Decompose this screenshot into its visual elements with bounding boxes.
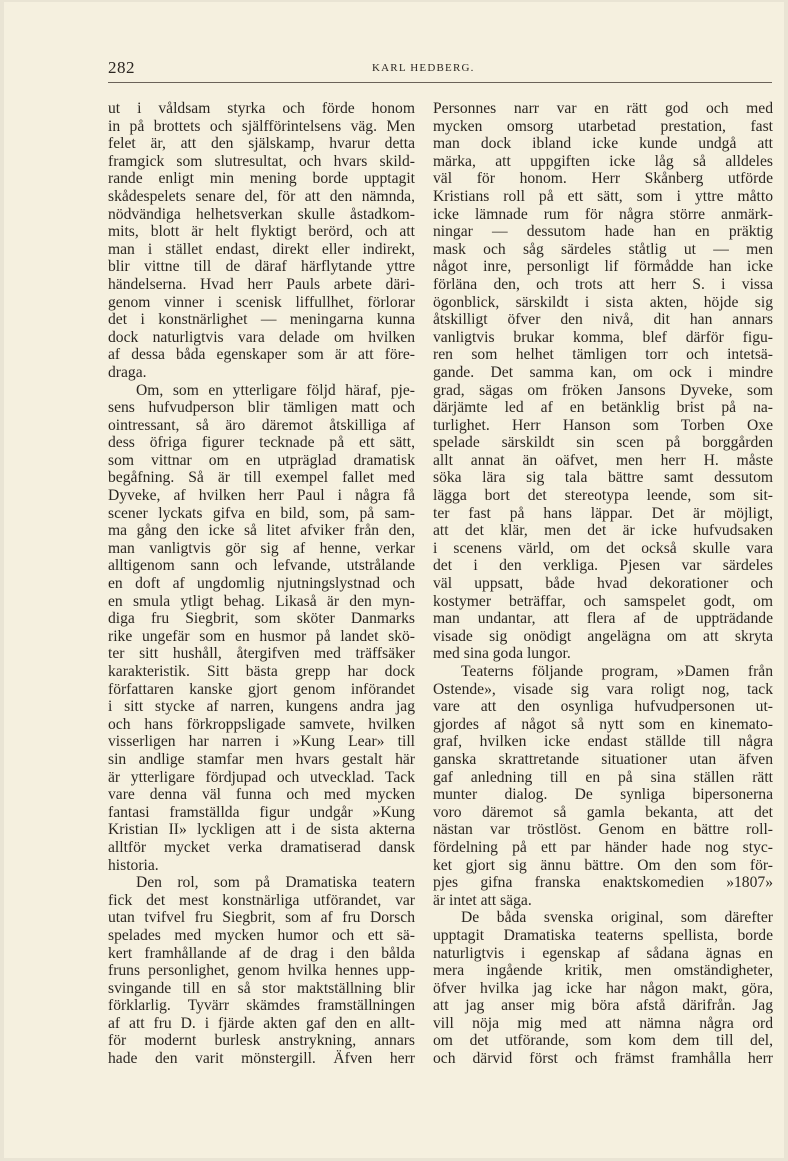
text-line: i scenens värld, om det också skulle vara [433, 539, 773, 557]
text-line: blir vittne till de däraf härflytande yttre [108, 258, 415, 276]
text-line: vill nöja mig med att nämna några ord [433, 1014, 773, 1032]
text-line: att jag anser mig böra afstå därifrån. Jag [433, 997, 773, 1015]
text-line: dess öfriga figurer tecknade på ett sätt, [108, 434, 415, 452]
text-line: ter fast på hans läppar. Det är möjligt, [433, 504, 773, 522]
text-line: karakteristik. Sitt bästa grepp har dock [108, 663, 415, 680]
text-line: rande enligt min mening borde upptagit [108, 170, 415, 188]
text-line: mycken omsorg utarbetad prestation, fast [433, 117, 773, 135]
text-line: Den rol, som på Dramatiska teatern [136, 874, 415, 892]
text-line: ganska skrattretande situationer utan äfven [433, 750, 773, 768]
text-line: hade den varit mönstergill. Äfven herr [108, 1050, 415, 1068]
text-line: väl för honom. Herr Skånberg utförde [433, 170, 773, 188]
text-line: genom vinner i scenisk liffullhet, förlorar [108, 293, 415, 311]
text-line: diga fru Siegbrit, som sköter Danmarks [108, 610, 415, 628]
text-line: det i konstnärlighet — meningarna kunna [108, 311, 415, 329]
text-line: mits, blott är helt flyktigt berörd, och att [108, 223, 415, 241]
text-line: förläna den, och trots att herr S. i vissa [433, 275, 773, 293]
text-line: skådespelets senare del, för att den nämnda, [108, 187, 415, 205]
text-line: för modernt burlesk anstrykning, annars [108, 1032, 415, 1050]
text-line: munter dialog. De synliga bipersonerna [433, 786, 773, 804]
text-line: upptagit Dramatiska teaterns spellista, borde [433, 926, 773, 944]
text-line: vare denna väl funna och med mycken [108, 786, 415, 804]
text-line: kert framhållande af de drag i den bålda [108, 944, 415, 962]
text-line: mera ingående kritik, men omständigheter, [433, 962, 773, 980]
text-line: är ytterligare fördjupad och utvecklad. Tack [108, 768, 415, 786]
text-line: Personnes narr var en rätt god och med [433, 100, 773, 117]
text-line: scener lyckats gifva en bild, som, på sam- [108, 504, 415, 522]
text-line: visserligen har narren i »Kung Lear» till [108, 733, 415, 751]
right-text-column [433, 100, 773, 1068]
text-line: ningar — dessutom hade han en präktig [433, 223, 773, 241]
text-line: utan tvifvel fru Siegbrit, som af fru Dorsch [108, 909, 415, 927]
text-line: framgick som slutresultat, och hvars skild- [108, 152, 415, 170]
text-line: Ostende», visade sig vara roligt nog, tack [433, 680, 773, 698]
text-line: svingande till en så stor maktställning blir [108, 979, 415, 997]
text-line: ket gjort sig ännu bättre. Om den som för- [433, 856, 773, 874]
text-line: turlighet. Herr Hanson som Torben Oxe [433, 416, 773, 434]
left-text-column [108, 100, 415, 1068]
text-line: spelades med mycken humor och ett sä- [108, 926, 415, 944]
text-line: voro däremot så gamla bekanta, att det [433, 803, 773, 821]
text-line: fantasi framställda figur undgår »Kung [108, 803, 415, 821]
text-line: nästan var tröstlöst. Genom en bättre roll- [433, 821, 773, 839]
text-line: åtskilligt öfver den nivå, dit han annars [433, 311, 773, 329]
text-line: något inre, personligt lif förmådde han icke [433, 258, 773, 276]
text-line: fick det mest konstnärliga utförandet, var [108, 891, 415, 909]
text-line: allt annat än oäfvet, men herr H. måste [433, 451, 773, 469]
text-line: som vittnar om en utpräglad dramatisk [108, 451, 415, 469]
text-line: Kristians roll på ett sätt, som i yttre måtto [433, 187, 773, 205]
text-line: och därvid först och främst framhålla herr [433, 1050, 773, 1068]
text-line: man vanligtvis gör sig af henne, verkar [108, 539, 415, 557]
text-line: nödvändiga helhetsverkan skulle åstadkom- [108, 205, 415, 223]
text-line: alltför mycket verka dramatiserad dansk [108, 838, 415, 856]
text-line: grad, sägas om fröken Jansons Dyveke, som [433, 381, 773, 399]
text-line: icke lämnade rum för några större anmärk- [433, 205, 773, 223]
text-line: och hans förkroppsligade samvete, hvilken [108, 715, 415, 733]
text-line: Dyveke, af hvilken herr Paul i några få [108, 487, 415, 505]
text-line: dock naturligtvis vara delade om hvilken [108, 328, 415, 346]
text-line: man undantar, att flera af de uppträdande [433, 610, 773, 628]
text-line: med sina goda lungor. [433, 645, 571, 663]
text-line: historia. [108, 856, 159, 874]
text-line: en doft af ungdomlig njutningslystnad och [108, 575, 415, 593]
text-line: felet är, att den själskamp, hvarur detta [108, 135, 415, 153]
text-line: gande. Det samma kan, om ock i mindre [433, 363, 773, 381]
text-line: sin andlige stamfar men hvars gestalt här [108, 750, 415, 768]
page-number: 282 [108, 58, 135, 77]
text-line: Teaterns följande program, »Damen från [461, 663, 773, 680]
text-line: af att fru D. i fjärde akten gaf den en allt- [108, 1014, 415, 1032]
text-line: graf, hvilken icke endast ställde till några [433, 733, 773, 751]
text-line: det i den verkliga. Pjesen var särdeles [433, 557, 773, 575]
header-rule [108, 82, 772, 83]
text-line: ut i våldsam styrka och förde honom [108, 100, 415, 117]
text-line: naturligtvis i egenskap af sådana ägnas en [433, 944, 773, 962]
text-line: af dessa båda egenskaper som är att före- [108, 346, 415, 364]
text-line: händelserna. Hvad herr Pauls arbete däri- [108, 275, 415, 293]
text-line: Om, som en ytterligare följd häraf, pje- [136, 381, 415, 399]
text-line: författaren kanske gjort genom införandet [108, 680, 415, 698]
text-line: pjes gifna franska enaktskomedien »1807» [433, 874, 773, 892]
text-line: märka, att uppgiften icke låg så alldeles [433, 152, 773, 170]
text-line: att det klär, men det är icke hufvudsaken [433, 522, 773, 540]
text-line: in på brottets och själfförintelsens väg. Men [108, 117, 415, 135]
text-line: lägga bort det stereotypa leende, som sit- [433, 487, 773, 505]
text-line: kostymer beträffar, och samspelet godt, om [433, 592, 773, 610]
text-line: rike ungefär som en husmor på landet skö- [108, 627, 415, 645]
text-line: fruns personlighet, genom hvilka hennes upp- [108, 962, 415, 980]
text-line: förklarlig. Tyvärr skämdes framställningen [108, 997, 415, 1015]
text-line: alltigenom sann och lefvande, utstrålande [108, 557, 415, 575]
text-line: därjämte led af en betänklig brist på na- [433, 399, 773, 417]
text-line: De båda svenska original, som därefter [461, 909, 773, 927]
document-page [4, 2, 784, 1158]
text-line: ögonblick, särskildt i sista akten, höjde sig [433, 293, 773, 311]
text-line: visade sig onödigt angelägna om att skryta [433, 627, 773, 645]
text-line: ma gång den icke så litet afviker från den, [108, 522, 415, 540]
text-line: mask och såg särdeles ståtlig ut — men [433, 240, 773, 258]
text-line: draga. [108, 363, 147, 381]
text-line: söka lära sig tala bättre samt dessutom [433, 469, 773, 487]
text-line: man dock ibland icke kunde undgå att [433, 135, 773, 153]
text-line: öfver hvilka jag icke har någon makt, göra, [433, 979, 773, 997]
text-line: Kristian II» lyckligen att i de sista akterna [108, 821, 415, 839]
text-line: vanligtvis brukar komma, blef därför figu- [433, 328, 773, 346]
text-line: en smula ytligt behag. Likaså är den myn- [108, 592, 415, 610]
text-line: sens hufvudperson blir tämligen matt och [108, 399, 415, 417]
running-title: KARL HEDBERG. [372, 62, 475, 74]
text-line: i sitt stycke af narren, kungens andra jag [108, 698, 415, 716]
text-line: väl uppsatt, både hvad dekorationer och [433, 575, 773, 593]
text-line: ointressant, så äro däremot åtskilliga af [108, 416, 415, 434]
text-line: ter sitt hushåll, återgifven med träffsäker [108, 645, 415, 663]
text-line: gjordes af något så nytt som en kinemato- [433, 715, 773, 733]
text-line: är intet att säga. [433, 891, 532, 909]
text-line: spelade särskildt sin scen på borggården [433, 434, 773, 452]
text-line: man i stället endast, direkt eller indirekt, [108, 240, 415, 258]
text-line: fördelning på ett par händer hade nog styc- [433, 838, 773, 856]
text-line: gaf anledning till en på sina ställen rätt [433, 768, 773, 786]
text-line: vare att den osynliga hufvudpersonen ut- [433, 698, 773, 716]
text-line: om det utförande, som kom dem till del, [433, 1032, 773, 1050]
text-line: begåfning. Så är till exempel fallet med [108, 469, 415, 487]
text-line: ren som helhet tämligen torr och intetsä- [433, 346, 773, 364]
